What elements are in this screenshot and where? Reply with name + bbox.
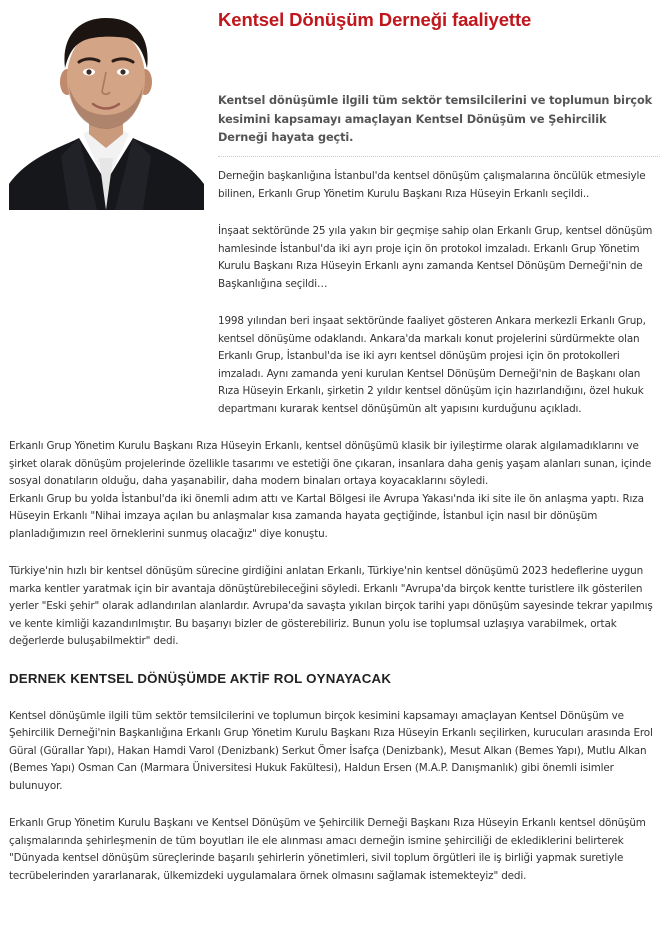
body-paragraph: Kentsel dönüşümle ilgili tüm sektör temsilcilerini ve toplumun birçok kesimini kapsamayı amaçlayan Kentsel Dönüşüm ve Şehircilik Derneği'nin Başkanlığına Erkanlı Grup Yönetim Kurulu Başkanı Rıza Hüseyin Erkanlı seçilirken, kurucuları arasında Erol Güral (Gürallar Yapı), Hakan Hamdi Varol (Denizbank) Serkut Ömer İsafça (Denizbank), Mesut Alkan (Bemes Yapı), Mutlu Alkan (Bemes Yapı) Osman Can (Marmara Üniversitesi Hukuk Fakültesi), Haldun Ersen (M.A.P. Danışmanlık) gibi önemli isimler bulunuyor. [9, 709, 653, 792]
article-body [9, 168, 659, 905]
body-paragraph: Türkiye'nin hızlı bir kentsel dönüşüm sürecine girdiğini anlatan Erkanlı, Türkiye'nin kentsel dönüşümü 2023 hedeflerine uygun marka kentler yaratmak için bir avantaja dönüştürebileceğini söyledi. Erkanlı "Avrupa'da birçok kentte turistlere ilk gösterilen yerler "Eski şehir" olarak adlandırılan alanlardır. Avrupa'da savaşta yıkılan birçok tarihi yapı dönüşüm sayesinde tekrar yapılmış ve kente kimliği kazandırılmıştır. Bu başarıyı bizler de gösterebiliriz. Bunun yolu ise toplumsal uzlaşıya varabilmek, ortak değerlerde buluşabilmektir" dedi. [9, 565, 653, 647]
summary-divider [218, 156, 660, 157]
body-paragraph: 1998 yılından beri inşaat sektöründe faaliyet gösteren Ankara merkezli Erkanlı Grup, kentsel dönüşüme odaklandı. Ankara'da markalı konut projelerini sürdürmekte olan Erkanlı Grup, İstanbul'da ise iki ayrı kentsel dönüşüm projesi için ön protokolleri imzaladı. Aynı zamanda yeni kurulan Kentsel Dönüşüm Derneği'nin de Başkanı olan Rıza Hüseyin Erkanlı, şirketin 2 yıldır kentsel dönüşüm için hazırlandığını, özel hukuk departmanı kurarak kentsel dönüşümün alt yapısını kurduğunu açıkladı. [218, 315, 646, 415]
article-summary: Kentsel dönüşümle ilgili tüm sektör temsilcilerini ve toplumun birçok kesimini kapsamayı amaçlayan Kentsel Dönüşüm ve Şehircilik Derneği hayata geçti. [218, 94, 653, 144]
body-paragraph: İnşaat sektöründe 25 yıla yakın bir geçmişe sahip olan Erkanlı Grup, kentsel dönüşüm hamlesinde İstanbul'da iki ayrı proje için ön protokol imzaladı. Erkanlı Grup Yönetim Kurulu Başkanı Rıza Hüseyin Erkanlı aynı zamanda Kentsel Dönüşüm Derneği'nin de Başkanlığına seçildi… [218, 225, 653, 290]
body-paragraph: Erkanlı Grup Yönetim Kurulu Başkanı Rıza Hüseyin Erkanlı, kentsel dönüşümü klasik bir iyileştirme olarak algılamadıklarını ve şirket olarak dönüşüm projelerinde özellikle tasarımı ve estetiği öne çıkaran, insanlara daha geniş yaşam alanları sunan, içinde sosyal donatıların olduğu, daha yaşanabilir, daha modern binaları ortaya koyacaklarını söyledi. [9, 440, 652, 487]
article-title: Kentsel Dönüşüm Derneği faaliyette [218, 9, 532, 30]
body-paragraph: Derneğin başkanlığına İstanbul'da kentsel dönüşüm çalışmalarına öncülük etmesiyle bilinen, Erkanlı Grup Yönetim Kurulu Başkanı Rıza Hüseyin Erkanlı seçildi.. [218, 170, 646, 200]
section-heading: DERNEK KENTSEL DÖNÜŞÜMDE AKTİF ROL OYNAYACAK [9, 670, 392, 686]
body-paragraph: Erkanlı Grup bu yolda İstanbul'da iki önemli adım attı ve Kartal Bölgesi ile Avrupa Yakası'nda iki site ile ön anlaşma yaptı. Rıza Hüseyin Erkanlı "Nihai imzaya açılan bu anlaşmalar kısa zamanda hayata geçtiğinde, İstanbul için nasıl bir dönüşüm planladığımızın reel örneklerini sunmuş olacağız" diye konuştu. [9, 492, 644, 540]
body-paragraph: Erkanlı Grup Yönetim Kurulu Başkanı ve Kentsel Dönüşüm ve Şehircilik Derneği Başkanı Rıza Hüseyin Erkanlı kentsel dönüşüm çalışmalarında şehirleşmenin de tüm boyutları ile ele alınması amacı derneğin ismine şehirciliği de eklediklerini belirterek "Dünyada kentsel dönüşüm süreçlerinde başarılı şehirlerin yönetimleri, sivil toplum örgütleri ile iş birliği yapmak suretiyle tecrübelerinden yararlanarak, ülkemizdeki uygulamalara örnek olmasını sağlamak istemekteyiz" dedi. [9, 817, 646, 882]
